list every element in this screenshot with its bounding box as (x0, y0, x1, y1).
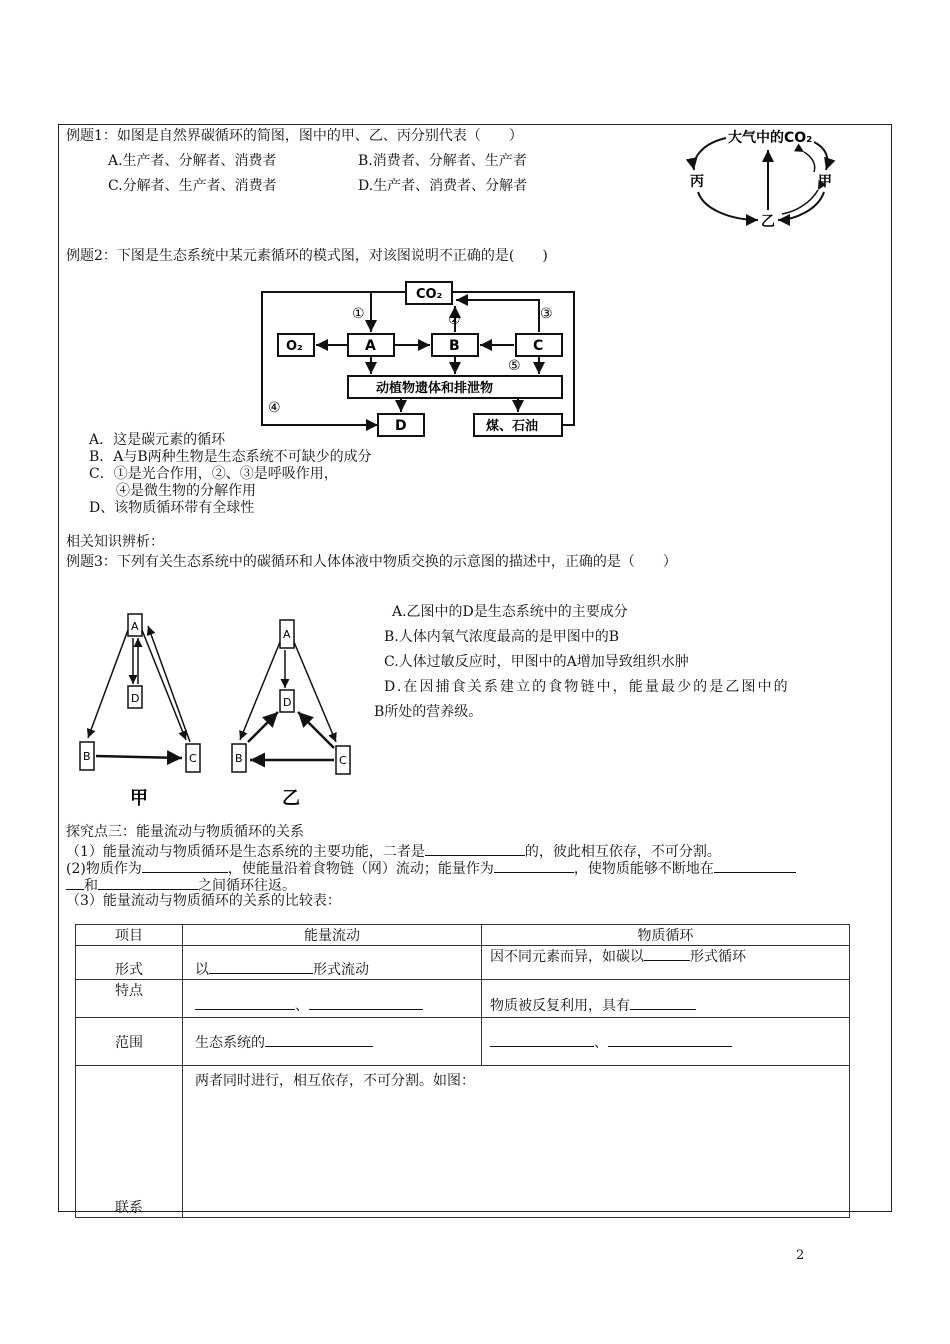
table-row (76, 925, 850, 946)
ex1-question: 例题1：如图是自然界碳循环的简图，图中的甲、乙、丙分别代表（ ） (66, 128, 523, 144)
knowledge-heading: 相关知识辨析： (66, 534, 164, 550)
blank-field[interactable] (714, 859, 796, 873)
fig2-coal: 煤、石油 (486, 419, 539, 434)
page-number: 2 (796, 1248, 805, 1263)
header-matter: 物质循环 (482, 925, 850, 946)
ex2-option-c-cont: ④是微生物的分解作用 (116, 483, 256, 499)
feature-matter-cell: 物质被反复利用，具有 (482, 980, 850, 1018)
form-energy-cell: 以 形式流动 (183, 946, 482, 980)
table-row (76, 980, 850, 1018)
fig1-jia-label: 甲 (818, 174, 832, 190)
blank-field[interactable] (98, 876, 198, 890)
element-cycle-diagram (256, 278, 580, 438)
blank-field[interactable] (494, 859, 574, 873)
fig2-num5: ⑤ (508, 358, 521, 374)
row-label-range: 范围 (76, 1018, 183, 1066)
fig1-arrow (694, 138, 726, 170)
relation-cell: 两者同时进行，相互依存，不可分割。如图： (183, 1066, 850, 1218)
fig2-o2: O₂ (286, 339, 303, 354)
row-label-feature: 特点 (76, 980, 183, 1018)
ex3-option-a: A.乙图中的D是生态系统中的主要成分 (392, 604, 628, 620)
blank-field[interactable] (265, 1033, 373, 1047)
ex3-question: 例题3：下列有关生态系统中的碳循环和人体体液中物质交换的示意图的描述中，正确的是（ ） (66, 554, 677, 570)
jia-caption: 甲 (130, 788, 148, 809)
blank-field[interactable] (309, 996, 423, 1010)
ex1-option-c: C.分解者、生产者、消费者 (108, 178, 277, 194)
fig1-arrow (804, 152, 815, 172)
fig2-a: A (365, 338, 376, 354)
ex3-option-b: B.人体内氧气浓度最高的是甲图中的B (384, 629, 620, 645)
range-energy-cell: 生态系统的 (183, 1018, 482, 1066)
ex2-option-c: C．①是光合作用，②、③是呼吸作用， (89, 466, 338, 482)
yi-b: B (235, 752, 243, 765)
blank-field[interactable] (490, 1033, 594, 1047)
blank-field[interactable] (142, 859, 228, 873)
yi-c: C (339, 754, 347, 767)
carbon-cycle-diagram (682, 122, 842, 234)
fig2-num4: ④ (268, 400, 281, 416)
blank-field[interactable] (425, 842, 525, 856)
jia-c: C (189, 752, 197, 765)
blank-field[interactable] (66, 876, 84, 890)
fig2-c: C (533, 338, 544, 354)
yi-a: A (283, 628, 291, 641)
ex3-option-d: D.在因捕食关系建立的食物链中，能量最少的是乙图中的 (384, 679, 790, 695)
carbon-cycle-yi-diagram (222, 612, 362, 812)
ex2-option-d: D、该物质循环带有全球性 (89, 500, 255, 516)
jia-b: B (83, 750, 91, 763)
ex1-option-b: B.消费者、分解者、生产者 (358, 153, 527, 169)
row-label-relation: 联系 (76, 1066, 183, 1218)
fig1-arrow (814, 142, 828, 170)
yi-d: D (283, 696, 292, 709)
yi-caption: 乙 (282, 788, 300, 809)
fig2-d: D (395, 418, 407, 434)
fig1-co2-label: 大气中的CO₂ (728, 130, 813, 146)
header-item: 项目 (76, 925, 183, 946)
blank-field[interactable] (608, 1033, 732, 1047)
jia-d: D (131, 692, 140, 705)
fig1-bing-label: 丙 (690, 174, 704, 190)
form-matter-cell: 因不同元素而异，如碳以 形式循环 (482, 946, 850, 980)
ex3-option-d-cont: B所处的营养级。 (374, 704, 483, 720)
comparison-table (75, 924, 850, 1218)
feature-energy-cell: 、 (183, 980, 482, 1018)
table-row (76, 946, 850, 980)
table-row (76, 1018, 850, 1066)
fig2-num1: ① (352, 306, 365, 322)
blank-field[interactable] (630, 996, 696, 1010)
fluid-exchange-diagram (70, 604, 220, 812)
fig1-arrow (782, 190, 818, 214)
blank-field[interactable] (195, 996, 295, 1010)
explore-p2-cont: 和 之间循环往返。 (66, 876, 296, 895)
explore-p1: （1）能量流动与物质循环是生态系统的主要功能，二者是 的，彼此相互依存，不可分割。 (66, 844, 721, 860)
ex3-option-c: C.人体过敏反应时，甲图中的A增加导致组织水肿 (384, 654, 689, 670)
explore-p3: （3）能量流动与物质循环的关系的比较表： (66, 893, 341, 909)
row-label-form: 形式 (76, 946, 183, 980)
fig2-num2: ② (448, 312, 461, 328)
ex2-option-b: B．A与B两种生物是生态系统不可缺少的成分 (89, 449, 372, 465)
range-matter-cell: 、 (482, 1018, 850, 1066)
fig2-num3: ③ (540, 306, 553, 322)
blank-field[interactable] (644, 947, 690, 961)
fig2-co2: CO₂ (416, 287, 443, 302)
blank-field[interactable] (209, 960, 313, 974)
table-row (76, 1066, 850, 1218)
header-energy: 能量流动 (183, 925, 482, 946)
ex1-option-d: D.生产者、消费者、分解者 (358, 178, 528, 194)
fig2-remains: 动植物遗体和排泄物 (376, 381, 494, 396)
explore-p2: (2)物质作为 ，使能量沿着食物链（网）流动；能量作为 ，使物质能够不断地在 (66, 859, 796, 878)
ex2-option-a: A．这是碳元素的循环 (89, 432, 226, 448)
fig1-yi-label: 乙 (761, 214, 775, 230)
fig1-arrow (698, 192, 758, 220)
ex1-option-a: A.生产者、分解者、消费者 (108, 153, 277, 169)
explore-heading: 探究点三：能量流动与物质循环的关系 (66, 824, 304, 840)
jia-a: A (131, 620, 139, 633)
fig2-b: B (449, 338, 460, 354)
ex2-question: 例题2：下图是生态系统中某元素循环的模式图，对该图说明不正确的是( ) (66, 248, 548, 264)
